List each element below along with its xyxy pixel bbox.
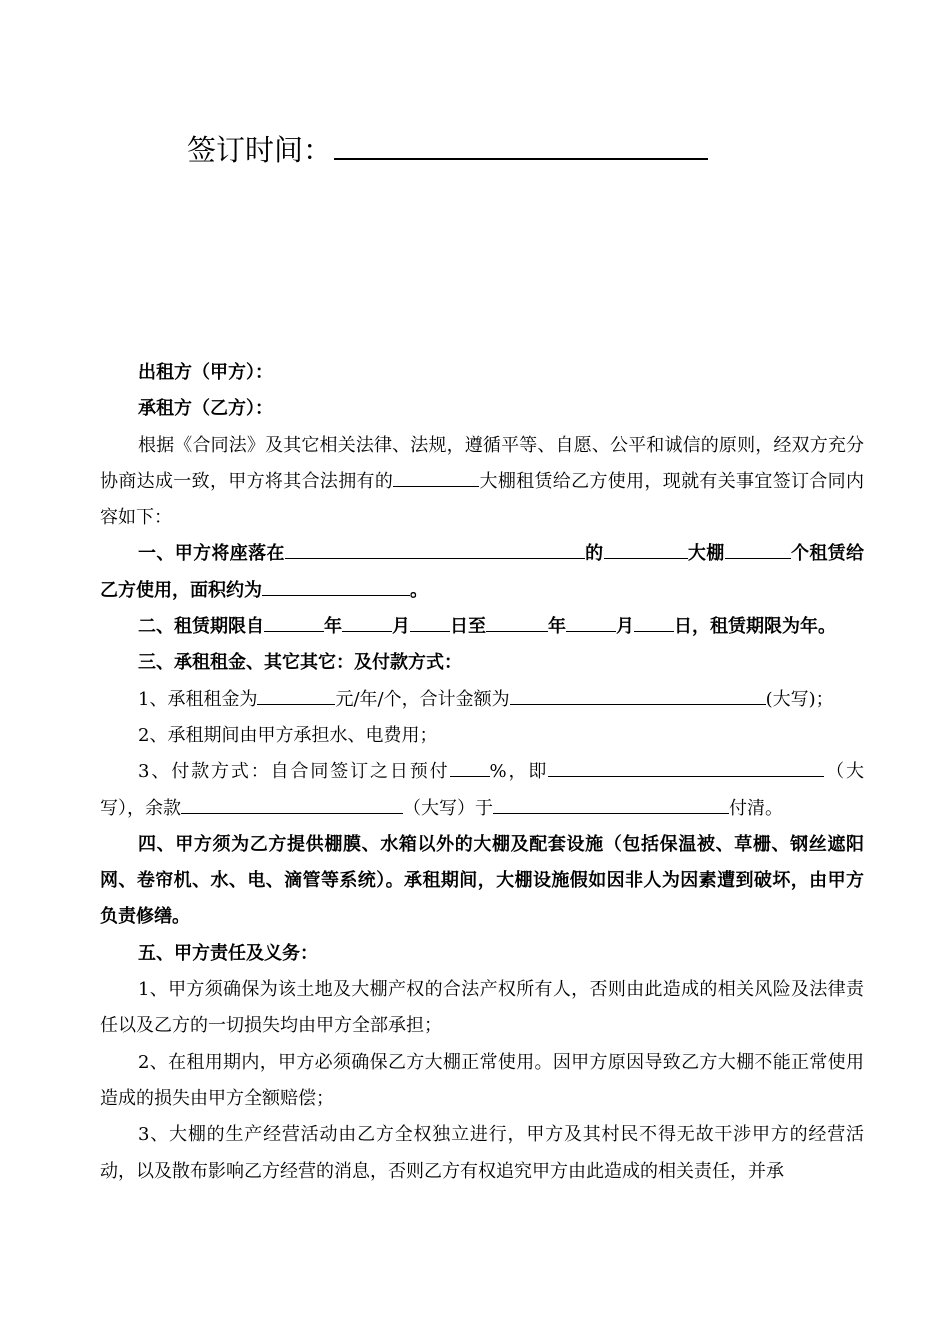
clause-5-title: 五、甲方责任及义务： [138,942,318,964]
paid-label: 付清。 [729,797,783,819]
signing-time-blank[interactable] [334,128,708,160]
prepay-label: 3、付款方式：自合同签订之日预付 [138,761,450,783]
intro-text-2: 大棚租赁给乙方使用，现就有关事宜签订合同内容如下： [100,470,864,529]
signing-time-label: 签订时间： [187,133,333,167]
clause-1-text-3: 大棚 [687,543,725,565]
month-label: 月 [392,616,410,638]
clause-3-item-2: 2、承租期间由甲方承担水、电费用； [138,724,438,746]
area-blank[interactable] [262,579,410,596]
clause-1-text-1: 一、甲方将座落在 [138,543,285,565]
lessee-line: 承租方（乙方）： [138,398,273,420]
clause-1-text-4: 个租赁给乙方使用，面积约为 [100,543,865,601]
balance-blank[interactable] [181,797,403,814]
clause-2 [100,609,864,645]
year-label: 年 [548,616,566,638]
balance-label: （大写），余款 [100,761,865,819]
clause-2-end: 日，租赁期限为年。 [674,616,836,638]
clause-1 [100,536,864,609]
property-blank[interactable] [393,470,479,487]
prepay-percent-blank[interactable] [450,760,490,777]
prepay-amount-blank[interactable] [548,760,824,777]
clause-3-title: 三、承租租金、其它其它：及付款方式： [138,652,462,674]
clause-5-item-1: 1、甲方须确保为该土地及大棚产权的合法产权所有人，否则由此造成的相关风险及法律责任以及乙方的一切损失均由甲方全部承担； [100,979,864,1037]
end-month-blank[interactable] [566,615,616,632]
due-date-blank[interactable] [493,797,729,814]
clause-1-text-5: 。 [410,579,428,601]
intro-text-1: 根据《合同法》及其它相关法律、法规，遵循平等、自愿、公平和诚信的原则，经双方充分协商达成一致，甲方将其合法拥有的 [100,434,864,492]
clause-5-item-3: 3、大棚的生产经营活动由乙方全权独立进行，甲方及其村民不得无故干涉甲方的经营活动，以及散布影响乙方经营的消息，否则乙方有权追究甲方由此造成的相关责任，并承 [100,1124,864,1182]
clause-2-text: 二、租赁期限自 [138,616,264,638]
lessor-line: 出租方（甲方）： [138,362,273,383]
uppercase-label: (大写)； [765,688,834,710]
location-blank[interactable] [285,542,585,559]
clause-3-item-3 [100,754,864,827]
clause-3-item-1 [100,682,864,718]
clause-5-item-2: 2、在租用期内，甲方必须确保乙方大棚正常使用。因甲方原因导致乙方大棚不能正常使用造成的损失由甲方全额赔偿； [100,1051,864,1109]
month-label: 月 [616,616,634,638]
day-to-label: 日至 [450,616,486,638]
start-day-blank[interactable] [410,615,450,632]
percent-label: %，即 [489,761,549,783]
total-blank[interactable] [510,688,766,705]
start-month-blank[interactable] [342,615,392,632]
total-label: 元/年/个，合计金额为 [335,688,510,710]
year-label: 年 [324,616,342,638]
end-day-blank[interactable] [634,615,674,632]
intro-paragraph [100,428,864,537]
clause-1-text-2: 的 [584,543,604,565]
rent-label: 1、承租租金为 [138,688,258,710]
signing-time [187,128,708,170]
end-year-blank[interactable] [486,615,548,632]
start-year-blank[interactable] [264,615,324,632]
type-blank[interactable] [604,542,688,559]
count-blank[interactable] [725,542,791,559]
contract-body [100,355,864,1190]
clause-4: 四、甲方须为乙方提供棚膜、水箱以外的大棚及配套设施（包括保温被、草栅、钢丝遮阳网、卷帘机、水、电、滴管等系统）。承租期间，大棚设施假如因非人为因素遭到破坏，由甲方负责修缮。 [100,833,864,928]
due-label: （大写）于 [403,797,493,819]
rent-blank[interactable] [257,688,335,705]
